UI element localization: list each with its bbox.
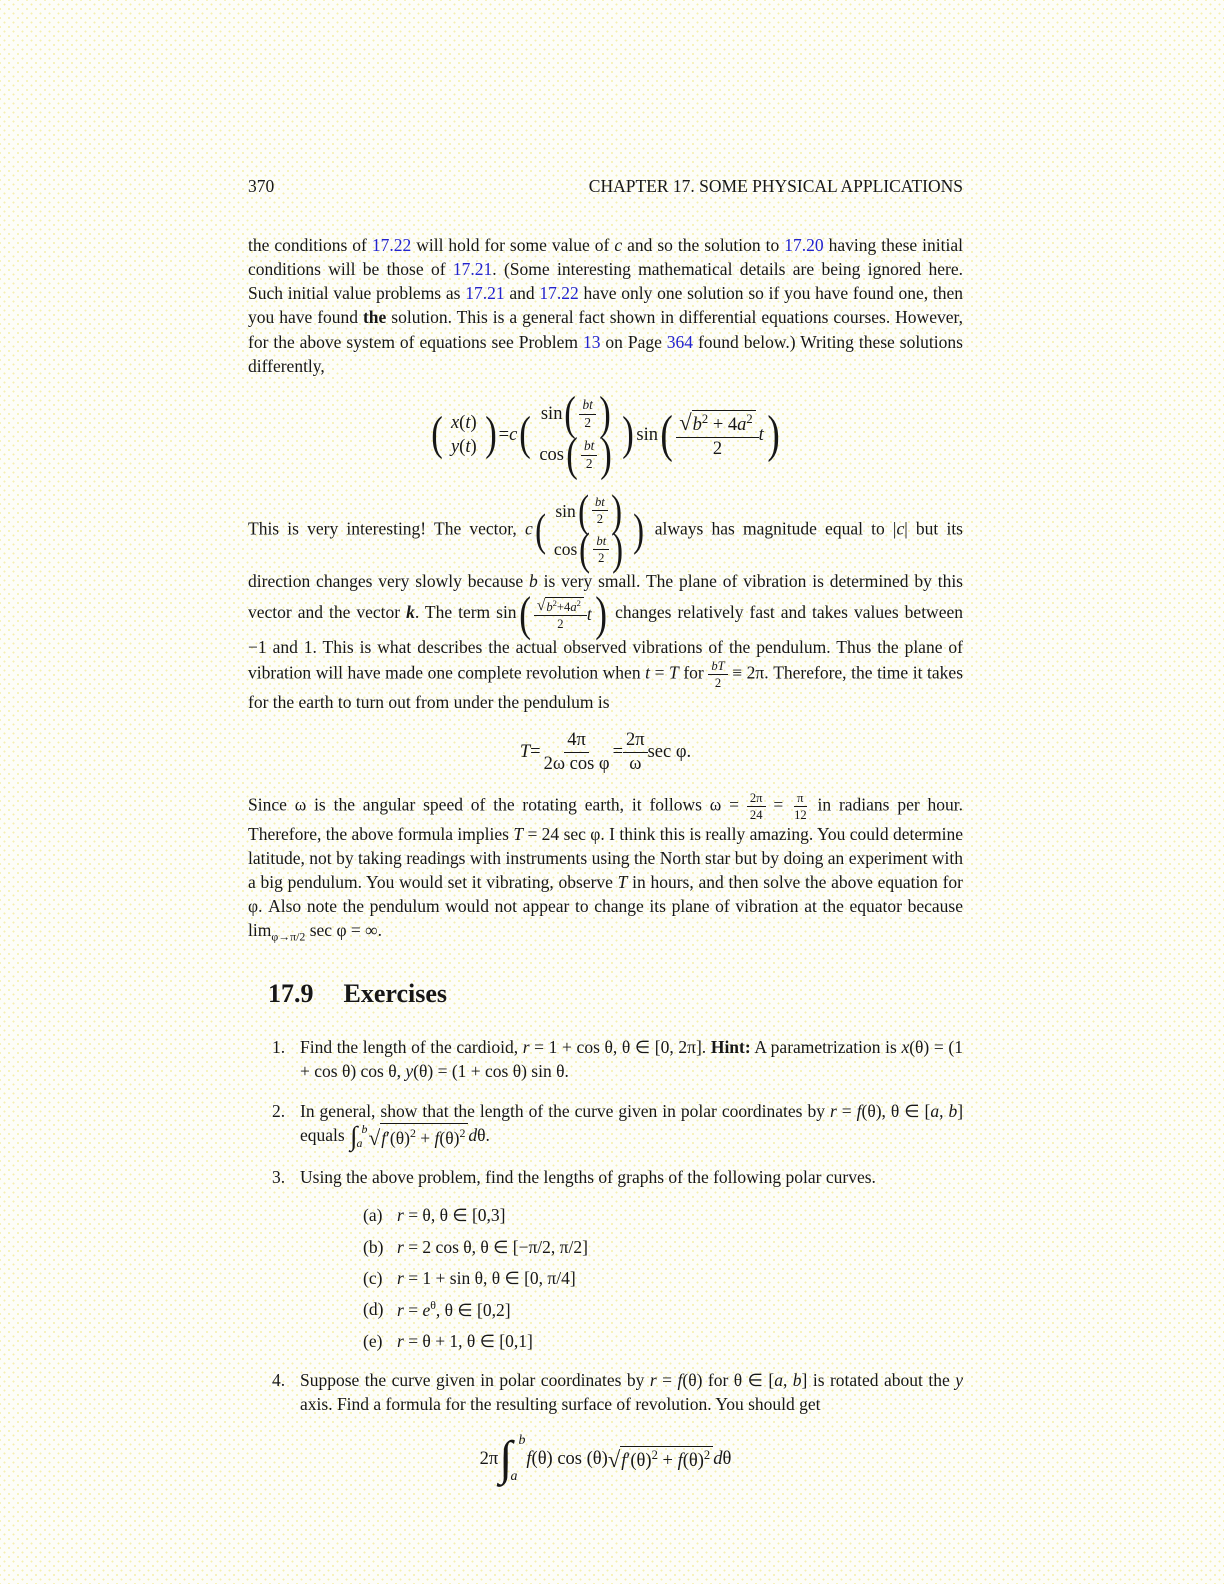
italic-variable: r [397,1267,404,1288]
square-root [368,1123,468,1150]
math-fraction [581,439,597,472]
italic-variable: c [509,424,518,445]
left-paren: ( [564,386,577,440]
subscript: φ→π/2 [271,929,306,944]
vector-row: cos ( $\frac{bt}{2}$ ) [554,530,625,569]
italic-variable: a [930,1100,940,1121]
italic-variable: y [955,1369,963,1390]
exercise-item [248,1368,963,1484]
italic-variable: r [829,1100,837,1121]
italic-variable: t [465,412,471,433]
italic-variable: t [645,662,651,683]
sub-exercise-label: (e) [363,1330,383,1351]
paren-content [445,411,483,459]
exercise-text: In general, show that the length of the curve given in polar coordinates by r = f(θ), θ ∈ [a, b] equals ∫ b a √ $f'(\theta)^2 + f(\theta)^2$ dθ. [300,1100,964,1152]
right-paren: ) [599,386,611,440]
right-paren: ) [767,405,780,463]
integral [350,1123,367,1150]
radical-sign: √ [536,596,546,614]
superscript: 2 [703,1448,711,1463]
fraction-denominator: 2ω cos φ [543,753,610,774]
italic-variable: d [713,1449,723,1470]
right-paren: ) [600,427,613,481]
sub-exercise-text: $r = e^\theta$, θ ∈ [0,2] [397,1297,511,1320]
right-paren: ) [612,523,624,575]
italic-variable: r [522,1037,530,1058]
parenthesized-group [564,427,614,481]
italic-variable: y [450,436,460,457]
paren-content [580,439,598,472]
italic-variable: f [381,1128,387,1149]
integral-limits [356,1121,368,1150]
solution-vector-equation: ( x ( t ) y ( t ) ) = c ( sin ( $\frac{bt}{2}$ ) cos ( $\frac{bt}{2}$ ) ) sin ( √ $b^2 + 4a^2$ 2 t ) [248,394,963,476]
italic-variable: r [397,1299,404,1320]
parenthesized-group [533,484,647,575]
superscript: θ [430,1297,436,1312]
sub-exercise-label: (a) [363,1205,383,1226]
italic-variable: a [774,1369,783,1390]
square-root [679,410,755,436]
section-heading [268,979,963,1009]
integral-upper-limit: b [518,1433,526,1449]
radicand: $f'(\theta)^2 + f(\theta)^2$ [620,1446,713,1472]
italic-variable: t [758,424,764,445]
integral-limits [512,1434,525,1484]
math-fraction [791,791,810,822]
italic-variable: T [513,823,524,844]
italic-variable: b [692,415,702,436]
italic-variable: r [397,1205,404,1226]
sub-exercise-item [300,1266,963,1290]
fraction-denominator: 2 [596,512,603,527]
superscript: 2 [701,411,709,426]
cross-reference-link[interactable]: 13 [582,331,601,352]
exercise-number: 3. [272,1167,286,1188]
italic-variable: r [649,1369,657,1390]
surface-of-revolution-equation: 2π ∫ b a f (θ) cos (θ) √ $f'(\theta)^2 + f(\theta)^2$ d θ [479,1432,732,1486]
fraction-denominator: 12 [794,807,807,822]
fraction-numerator: 4π [564,730,589,753]
fraction-numerator [534,597,587,616]
math-fraction [592,495,608,526]
italic-variable: b [948,1100,958,1121]
radicand: $b^2+4a^2$ [545,597,584,614]
parenthesized-group [658,405,782,463]
column-vector [534,386,619,481]
paren-content [533,597,593,631]
math-fraction [623,730,648,774]
italic-variable: d [468,1124,478,1145]
italic-variable: b [792,1369,802,1390]
sub-exercise-label: (c) [363,1267,383,1288]
superscript: 2 [651,1448,658,1463]
radical-sign: √ [368,1125,381,1150]
left-paren: ( [566,427,578,481]
integral [499,1434,525,1484]
bold-text: Hint: [710,1037,751,1058]
bold-text: the [362,307,387,328]
integral-lower-limit: a [510,1469,518,1485]
exercise-number: 4. [272,1369,286,1390]
math-fraction [708,659,727,690]
exercise-number: 1. [272,1037,286,1058]
intro-paragraph: the conditions of 17.22 will hold for some value of c and so the solution to 17.20 having these initial conditions will be those of 17.21. (Some interesting mathematical details are being ignored here. Such initial value problems as 17.21 and 17.22 have only one solution so if you have found one, then you have found the solution. This is a general fact shown in differential equations courses. However, for the above system of equations see Problem 13 on Page 364 found below.) Writing these solutions differently, [248,235,964,376]
italic-variable: f [677,1369,683,1390]
left-paren: ( [579,523,591,575]
superscript: 2 [576,597,581,608]
fraction-denominator: 2 [714,675,722,690]
sub-exercise-item [300,1329,963,1353]
italic-variable: r [397,1236,404,1257]
math-fraction [534,597,587,631]
left-paren: ( [519,407,532,461]
left-paren: ( [518,586,531,642]
left-paren: ( [577,484,589,536]
radical-sign: √ [607,1446,621,1472]
paren-content [578,398,596,431]
page-body [248,233,963,1484]
left-paren: ( [431,407,443,461]
italic-variable: f [621,1451,627,1472]
fraction-denominator: ω [629,753,642,774]
right-paren: ) [610,484,622,536]
cross-reference-link[interactable]: 17.22 [371,235,412,255]
superscript: 2 [409,1126,416,1141]
italic-variable: f [856,1100,862,1121]
sub-exercise-text: r = 2 cos θ, θ ∈ [−π/2, π/2] [397,1236,588,1257]
fraction-denominator: 24 [749,807,763,822]
italic-variable: a [737,415,747,436]
fraction-numerator [593,534,609,550]
italic-variable: c [524,518,533,539]
square-root [537,597,584,614]
fraction-numerator [708,659,727,675]
parenthesized-group [517,386,636,481]
paren-content [591,495,609,526]
vector-row: cos ( $\frac{bt}{2}$ ) [539,435,614,476]
column-vector [446,411,482,459]
italic-variable: t [465,436,471,457]
fraction-numerator: 2π [623,730,648,753]
superscript: 2 [746,411,753,426]
fraction-numerator: π [794,791,806,807]
paren-content [533,386,620,481]
math-fraction [593,534,609,565]
parenthesized-group [429,407,499,461]
italic-variable: t [586,603,592,624]
sub-exercise-label: (b) [363,1236,384,1257]
integral-sign: ∫ [499,1432,513,1486]
italic-variable: x [450,412,460,433]
exercise-sublist [300,1203,963,1353]
section-number: 17.9 [268,979,314,1009]
left-paren: ( [660,405,673,463]
cross-reference-link[interactable]: 17.21 [465,283,505,304]
italic-variable: bt [584,437,595,453]
italic-variable: f [526,1449,532,1470]
italic-variable: e [422,1299,431,1320]
section-title: Exercises [343,979,447,1009]
fraction-denominator: 2 [598,551,605,566]
right-paren: ) [484,407,497,461]
sub-exercise-text: r = 1 + sin θ, θ ∈ [0, π/4] [397,1267,576,1288]
exercise-number: 2. [272,1100,286,1121]
vector-row: x ( t ) [451,411,477,435]
fraction-denominator: 2 [585,455,593,471]
cross-reference-link[interactable]: 17.21 [452,259,493,280]
italic-variable: bt [582,396,593,412]
italic-variable: c [896,518,905,539]
paren-content [592,534,610,565]
page-number: 370 [248,176,275,196]
vector-row: y ( t ) [451,435,477,459]
italic-variable: bt [594,495,605,510]
sub-exercise-text: r = θ + 1, θ ∈ [0,1] [397,1330,533,1351]
fraction-numerator [592,495,608,511]
italic-variable: bT [711,658,725,673]
italic-variable: T [669,662,679,683]
italic-variable: f [677,1451,683,1472]
sub-exercise-item [300,1203,963,1227]
italic-variable: bt [596,534,607,548]
paren-content [548,484,631,575]
cross-reference-link[interactable]: 364 [666,331,694,352]
exercise-list [248,1035,963,1484]
cross-reference-link[interactable]: 17.20 [784,235,824,255]
exercise-text: Suppose the curve given in polar coordinates by r = f(θ) for θ ∈ [a, b] is rotated about the y axis. Find a formula for the resulting surface of revolution. You should get [300,1369,963,1415]
parenthesized-group [517,586,610,642]
fraction-denominator: 2 [584,414,591,430]
right-paren: ) [595,586,607,642]
integral-lower-limit: a [356,1135,363,1150]
fraction-denominator: 2 [712,438,723,459]
left-paren: ( [534,503,546,555]
italic-variable: f [434,1128,440,1149]
exercise-text: Using the above problem, find the lengths of graphs of the following polar curves. [300,1167,876,1188]
math-fraction [541,730,613,774]
integral-upper-limit: b [361,1121,368,1136]
italic-variable: T [617,872,628,893]
math-fraction [676,410,758,460]
superscript: 2 [459,1126,466,1141]
radicand: $b^2 + 4a^2$ [692,410,756,436]
fraction-denominator: 2 [557,616,564,631]
exercise-item [248,1099,963,1151]
superscript: 2 [552,597,557,608]
vector-row: sin ( $\frac{bt}{2}$ ) [541,394,613,435]
fraction-numerator: 2π [747,791,766,807]
period-equation: T = $\frac{4\pi}{\text{2ω cos φ}}$ = $\frac{2\pi}{\omega}$ sec φ. [519,730,692,774]
angular-speed-paragraph: Since ω is the angular speed of the rotating earth, it follows ω = $\frac{2\pi}{24}$ = $\frac{\pi}{12}$ in radians per hour. Therefore, the above formula implies T = 24 sec φ. I think this is really amazing. You could determine latitude, not by taking readings with instruments using the North star but by doing an experiment with a big pendulum. You would set it vibrating, observe T in hours, and then solve the above equation for φ. Also note the pendulum would not appear to change its plane of vibration at the equator because $\lim_{\varphi\to\pi/2} \sec \varphi$ = ∞. [248,790,963,944]
exercise-item [248,1165,963,1353]
square-root [608,1446,713,1472]
sub-exercise-item [300,1297,963,1322]
italic-variable: a [570,599,577,614]
italic-variable: b [529,570,538,591]
fraction-numerator [676,410,758,438]
math-fraction [747,791,766,822]
radicand: $f'(\theta)^2 + f(\theta)^2$ [380,1123,468,1150]
chapter-title: CHAPTER 17. SOME PHYSICAL APPLICATIONS [588,176,963,196]
sub-exercise-label: (d) [363,1298,384,1319]
paren-content [675,410,765,460]
sub-exercise-text: r = θ, θ ∈ [0,3] [397,1205,506,1226]
italic-variable: c [614,235,623,255]
math-fraction [579,398,595,431]
radical-sign: √ [679,410,692,436]
right-paren: ) [622,407,635,461]
italic-variable: b [546,599,553,614]
integral-sign: ∫ [350,1121,358,1152]
page-header [248,176,963,197]
fraction-numerator [579,398,595,415]
vector-discussion-paragraph: This is very interesting! The vector, c ( sin ( $\frac{bt}{2}$ ) cos ( $\frac{bt}{2}$ ) ) always has magnitude equal to |c| but its direction changes very slowly because b is very small. The plane of vibration is determined by this vector and the vector k. The term sin ( √ $b^2+4a^2$ 2 t ) changes relatively fast and takes values between −1 and 1. This is what describes the actual observed vibrations of the pendulum. Thus the plane of vibration will have made one complete revolution when t = T for $\frac{bT}{2}$ ≡ 2π. Therefore, the time it takes for the earth to turn out from under the pendulum is [248,484,964,713]
fraction-numerator [581,439,597,456]
vector-row: sin ( $\frac{bt}{2}$ ) [555,492,624,531]
sub-exercise-item [300,1235,963,1259]
exercise-item [248,1035,963,1083]
italic-variable: T [519,742,531,763]
column-vector [549,484,630,575]
italic-variable: x [901,1037,910,1058]
exercise-text: Find the length of the cardioid, r = 1 + cos θ, θ ∈ [0, 2π]. Hint: A parametrization is x(θ) = (1 + cos θ) cos θ, y(θ) = (1 + cos θ) sin θ. [300,1037,963,1082]
italic-variable: y [405,1061,414,1082]
bold-italic-vector: k [406,601,415,622]
cross-reference-link[interactable]: 17.22 [539,283,579,304]
italic-variable: r [397,1330,404,1351]
right-paren: ) [633,503,645,555]
